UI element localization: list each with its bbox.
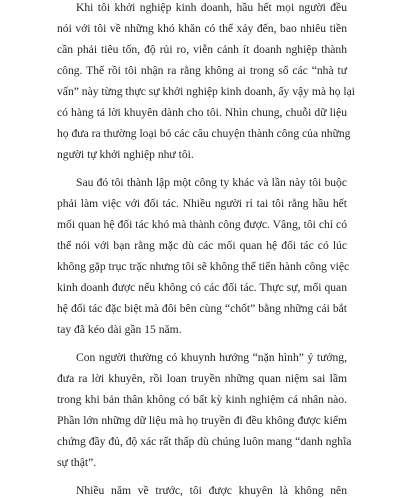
text-line: Sau đó tôi thành lập một công ty khác và lần này tôi buộc [76,176,347,189]
text-line: mối quan hệ đối tác khó mà thành công được. Vâng, tôi chỉ có [57,218,347,231]
text-line: tay đã kéo dài gần 15 năm. [57,323,182,336]
text-line: người tự khởi nghiệp như tôi. [57,148,194,161]
text-line: phải làm việc với đối tác. Nhiều người rỉ tai tôi rằng hầu hết [57,197,347,210]
text-line: công. Thế rồi tôi nhận ra rằng không ai trong số các “nhà tư [57,64,347,77]
text-line: đưa ra lời khuyên, rồi loan truyền những quan niệm sai lầm [57,372,347,385]
text-line: Phần lớn những dữ liệu mà họ truyền đi đều không được kiểm [57,414,347,427]
text-line: nói với tôi về những khó khăn có thể xảy đến, bao nhiêu tiền [57,22,347,35]
text-line: hệ đối tác đặc biệt mà đôi bên cùng “chốt” bằng những cái bắt [57,302,347,315]
text-line: Nhiều năm về trước, tôi được khuyên là không nên [76,484,347,497]
text-line: sự thật”. [57,456,97,469]
text-line: Khi tôi khởi nghiệp kinh doanh, hầu hết mọi người đều [76,1,347,14]
text-line: họ đưa ra thường loại bỏ các câu chuyện thành công của những [57,127,351,140]
text-line: trong khi bản thân không có bất kỳ kinh nghiệm cá nhân nào. [57,393,347,406]
text-line: kinh doanh được nếu không có các đối tác. Thực sự, mối quan [57,281,347,294]
text-line: thể nói với bạn rằng mặc dù các mối quan hệ đối tác có lúc [57,239,347,252]
text-line: không gặp trục trặc nhưng tôi sẽ không thể tiến hành công việc [57,260,350,273]
text-line: cần phải tiêu tốn, độ rủi ro, viễn cảnh ít doanh nghiệp thành [57,43,347,56]
text-line: vấn” này từng thực sự khởi nghiệp kinh doanh, ấy vậy mà họ lại [57,85,356,98]
text-line: chứng đầy đủ, độ xác rất thấp dù chúng luôn mang “danh nghĩa [57,435,352,448]
text-line: có hàng tá lời khuyên dành cho tôi. Nhìn chung, chuỗi dữ liệu [57,106,347,119]
text-line: Con người thường có khuynh hướng “nặn hình” ý tưởng, [76,351,347,364]
